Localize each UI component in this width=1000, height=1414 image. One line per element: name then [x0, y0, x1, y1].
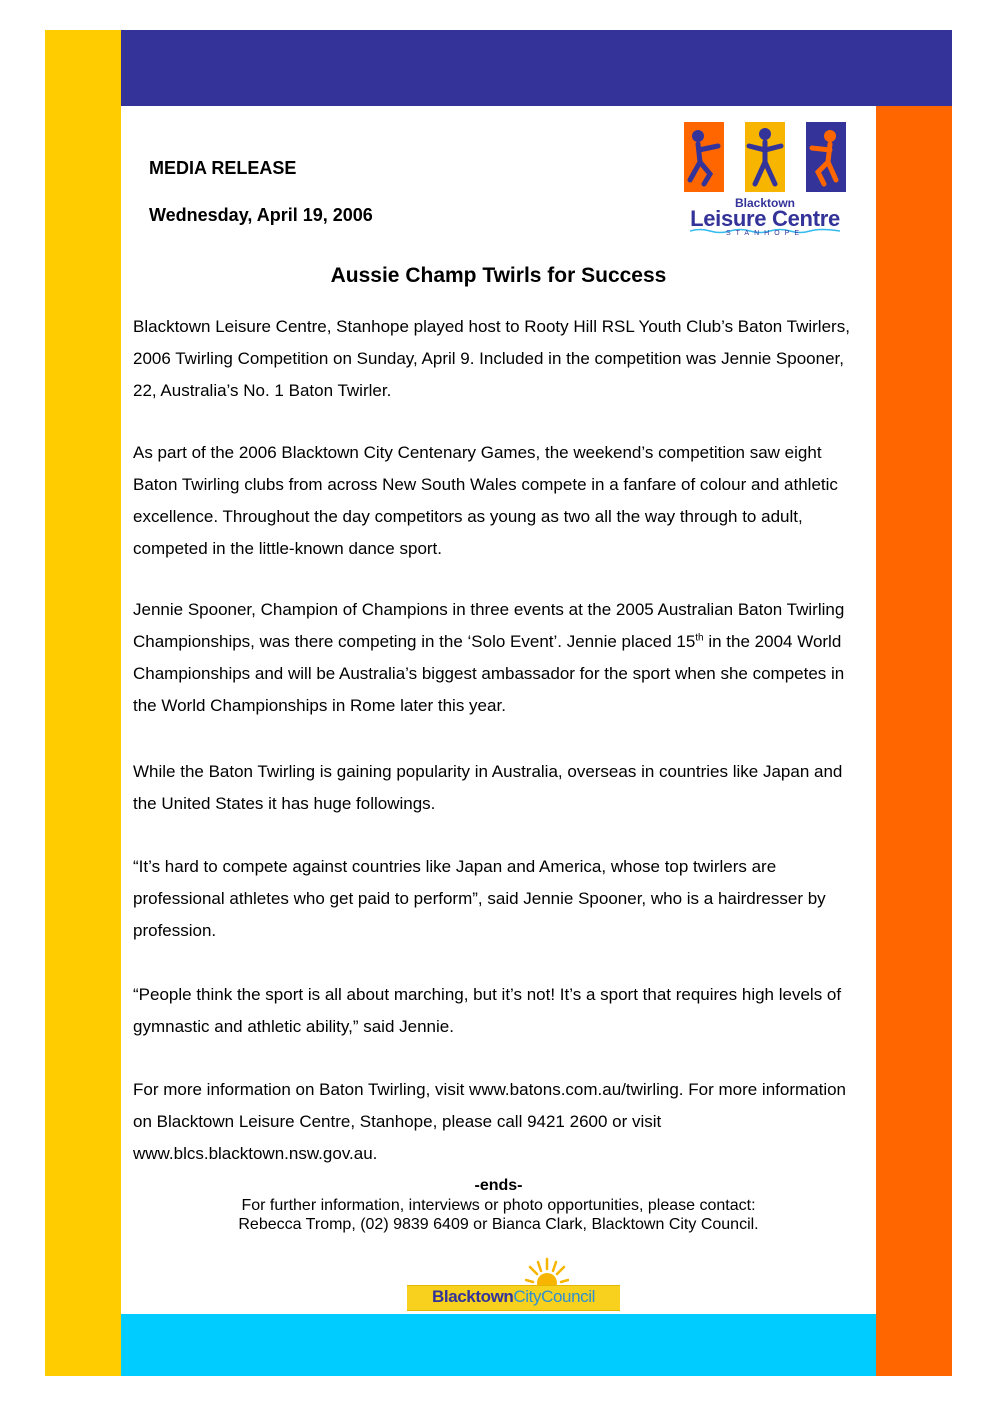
paragraph-3-text-a: Jennie Spooner, Champion of Champions in three events at the 2005 Australian Baton Twirling Championships, was there competing in the ‘Solo Event’. Jennie placed 15	[133, 600, 845, 651]
logo-stanhope-text: STANHOPE	[726, 230, 804, 237]
figure-left-icon	[684, 122, 724, 192]
council-logo-citycouncil: CityCouncil	[513, 1287, 595, 1306]
media-release-label: MEDIA RELEASE	[149, 158, 297, 178]
paragraph-7: For more information on Baton Twirling, visit www.batons.com.au/twirling. For more information on Blacktown Leisure Centre, Stanhope, please call 9421 2600 or visit www.blcs.blacktown.nsw.gov.au.	[133, 1080, 847, 1163]
figure-right-icon	[806, 122, 846, 192]
paragraph-3	[133, 594, 868, 722]
paragraph-4: While the Baton Twirling is gaining popularity in Australia, overseas in countries like Japan and the United States it has huge followings.	[133, 762, 843, 813]
contact-block	[121, 1196, 876, 1234]
paragraph-6: “People think the sport is all about marching, but it’s not! It’s a sport that requires high levels of gymnastic and athletic ability,” said Jennie.	[133, 985, 842, 1036]
paragraph-3-text-b: in the 2004 World Championships and will be Australia’s biggest ambassador for the sport when she competes in the World Championships in Rome later this year.	[133, 631, 845, 715]
city-council-logo	[407, 1257, 620, 1312]
ends-marker: -ends-	[474, 1177, 523, 1194]
paragraph-1: Blacktown Leisure Centre, Stanhope played host to Rooty Hill RSL Youth Club’s Baton Twirlers, 2006 Twirling Competition on Sunday, April 9. Included in the competition was Jennie Spooner, 22, Australia’s No. 1 Baton Twirler.	[133, 317, 850, 400]
paragraph-2: As part of the 2006 Blacktown City Centenary Games, the weekend’s competition saw eight Baton Twirling clubs from across New South Wales compete in a fanfare of colour and athletic excellence. Throughout the day competitors as young as two all the way through to adult, competed in the little-known dance sport.	[133, 443, 838, 558]
left-color-bar	[45, 30, 121, 1376]
logo-leisure-centre-text: Leisure Centre	[690, 206, 840, 231]
paragraph-5: “It’s hard to compete against countries like Japan and America, whose top twirlers are professional athletes who get paid to perform”, said Jennie Spooner, who is a hairdresser by profession.	[133, 857, 826, 940]
contact-line-2: Rebecca Tromp, (02) 9839 6409 or Bianca Clark, Blacktown City Council.	[238, 1216, 759, 1233]
headline: Aussie Champ Twirls for Success	[330, 264, 667, 287]
council-logo-wordmark	[407, 1285, 620, 1309]
leisure-centre-logo	[680, 118, 850, 243]
figure-centre-icon	[745, 122, 785, 192]
council-logo-blacktown: Blacktown	[432, 1287, 514, 1306]
contact-line-1: For further information, interviews or photo opportunities, please contact:	[241, 1197, 756, 1214]
release-date: Wednesday, April 19, 2006	[149, 205, 373, 225]
right-color-bar	[876, 106, 952, 1376]
paragraph-3-superscript: th	[695, 632, 704, 644]
bottom-color-bar	[121, 1314, 876, 1376]
top-color-bar	[121, 30, 952, 106]
logo-blacktown-text: Blacktown	[734, 196, 795, 210]
